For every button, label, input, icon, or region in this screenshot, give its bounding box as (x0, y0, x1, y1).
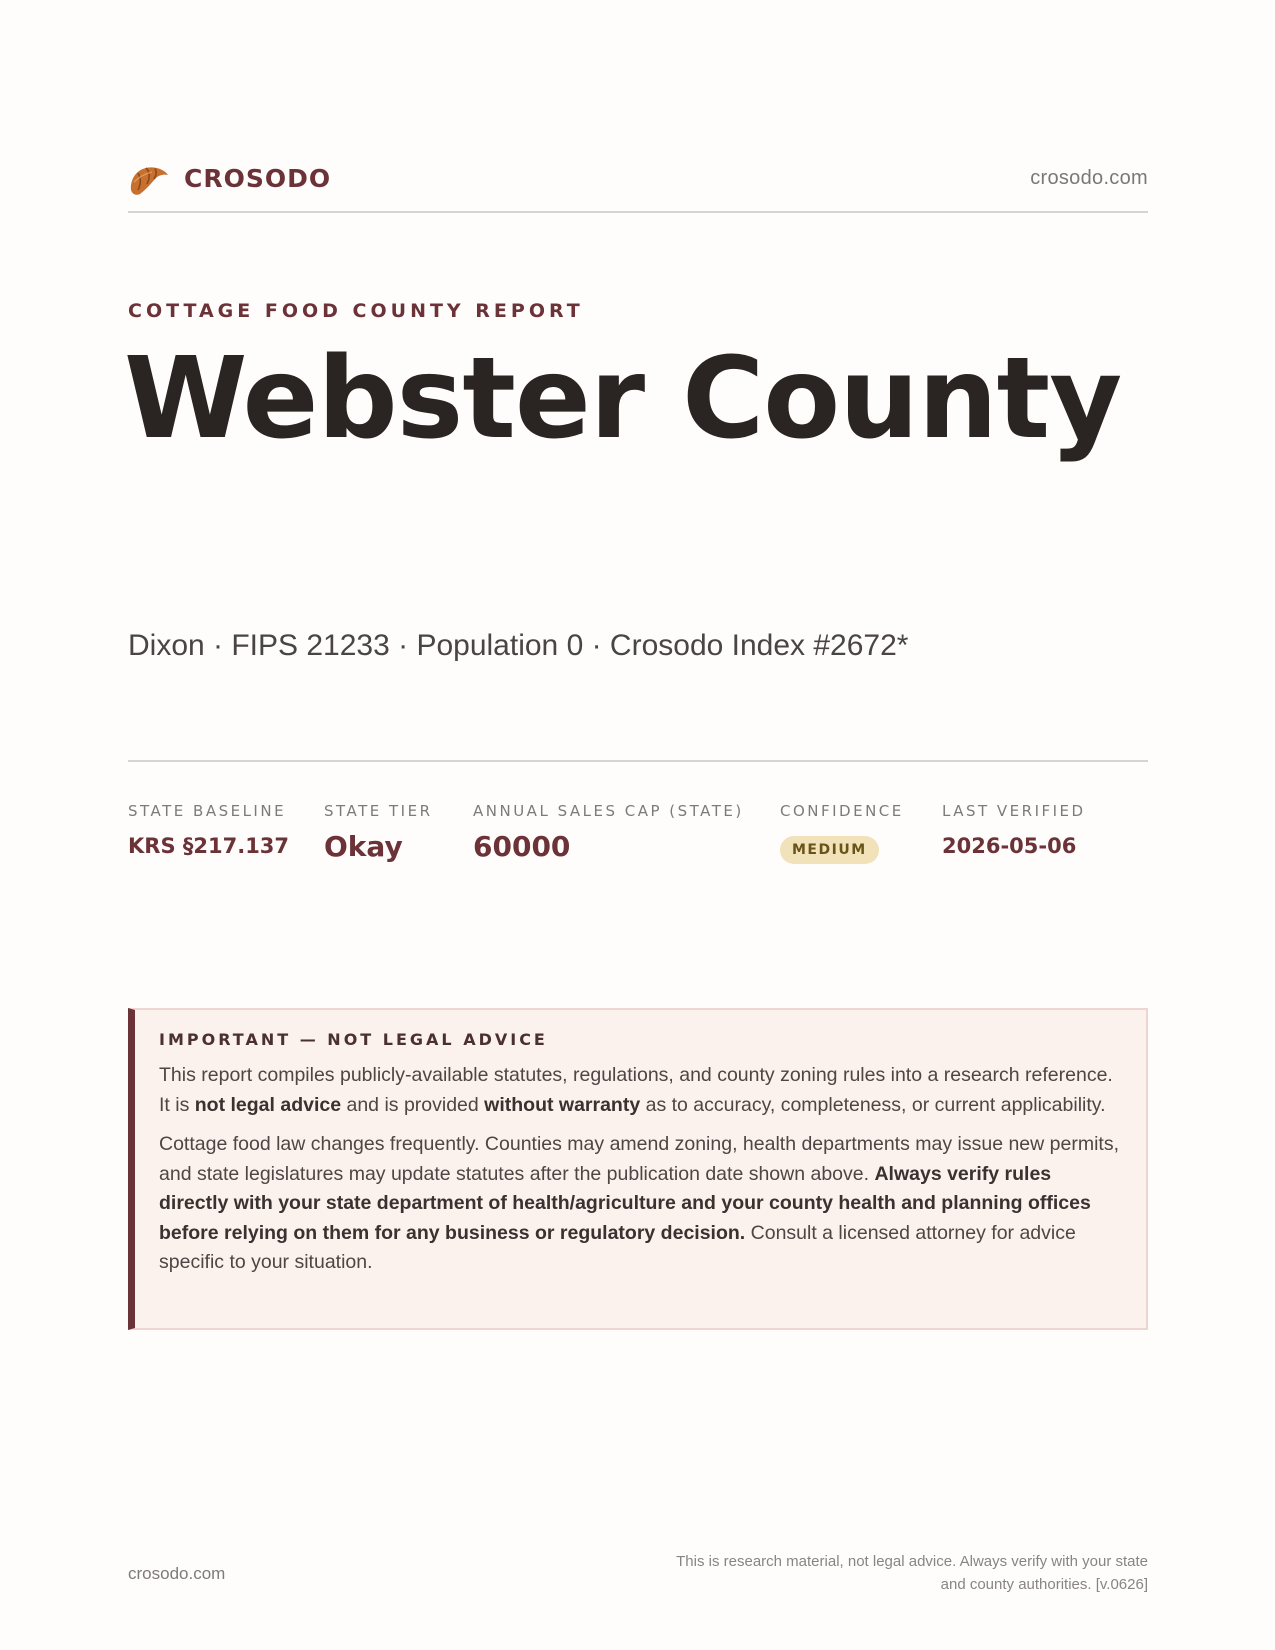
footer-disclaimer-line: This is research material, not legal advice. Always verify with your state (676, 1553, 1148, 1570)
page-header (128, 156, 1148, 213)
stat-confidence (780, 802, 904, 864)
stat-label: CONFIDENCE (780, 802, 904, 820)
stat-label: STATE TIER (324, 802, 433, 820)
notice-text: and is provided (341, 1093, 485, 1116)
notice-text: Cottage food law changes frequently. Counties may amend zoning, health departments may issue new permits, and state legislatures may update statutes after the publication date shown above. (159, 1133, 1119, 1185)
site-url[interactable]: crosodo.com (1030, 167, 1148, 189)
legal-notice (128, 1008, 1148, 1330)
stat-value: 2026-05-06 (942, 834, 1077, 858)
notice-paragraph-2 (159, 1130, 1120, 1278)
notice-heading: IMPORTANT — NOT LEGAL ADVICE (159, 1030, 548, 1049)
footer-disclaimer (628, 1550, 1148, 1596)
notice-text: Consult a licensed attorney for advice specific to your situation. (159, 1221, 1076, 1273)
footer-disclaimer-line: and county authorities. [v.0626] (940, 1576, 1148, 1593)
stat-value: 60000 (473, 830, 571, 863)
notice-paragraph-1 (159, 1061, 1120, 1120)
notice-text: as to accuracy, completeness, or current applicability. (640, 1093, 1106, 1116)
brand-name: CROSODO (184, 164, 332, 193)
confidence-badge: MEDIUM (780, 836, 879, 864)
report-page (124, 0, 1148, 1650)
notice-bold: not legal advice (194, 1093, 342, 1116)
stat-label: ANNUAL SALES CAP (STATE) (473, 802, 744, 820)
notice-bold: without warranty (484, 1093, 641, 1116)
notice-text: This report compiles publicly-available statutes, regulations, and county zoning rules into a research reference. It is (159, 1064, 1113, 1116)
stat-label: LAST VERIFIED (942, 802, 1086, 820)
county-subtitle: Dixon · FIPS 21233 · Population 0 · Crosodo Index #2672* (128, 629, 909, 662)
footer-site-url[interactable]: crosodo.com (128, 1564, 226, 1583)
stat-label: STATE BASELINE (128, 802, 287, 820)
page-title: Webster County (124, 334, 1122, 464)
stats-row (128, 760, 1148, 872)
stat-state-baseline (128, 802, 289, 858)
stat-last-verified (942, 802, 1086, 858)
stat-value: Okay (324, 830, 403, 863)
stat-sales-cap (473, 802, 744, 863)
notice-bold: Always verify rules directly with your state department of health/agriculture and your county health and planning offices before relying on them for any business or regulatory decision. (159, 1162, 1091, 1244)
stat-state-tier (324, 802, 433, 863)
croissant-icon (128, 160, 170, 198)
report-eyebrow: COTTAGE FOOD COUNTY REPORT (128, 300, 584, 322)
stat-value: KRS §217.137 (128, 834, 290, 858)
